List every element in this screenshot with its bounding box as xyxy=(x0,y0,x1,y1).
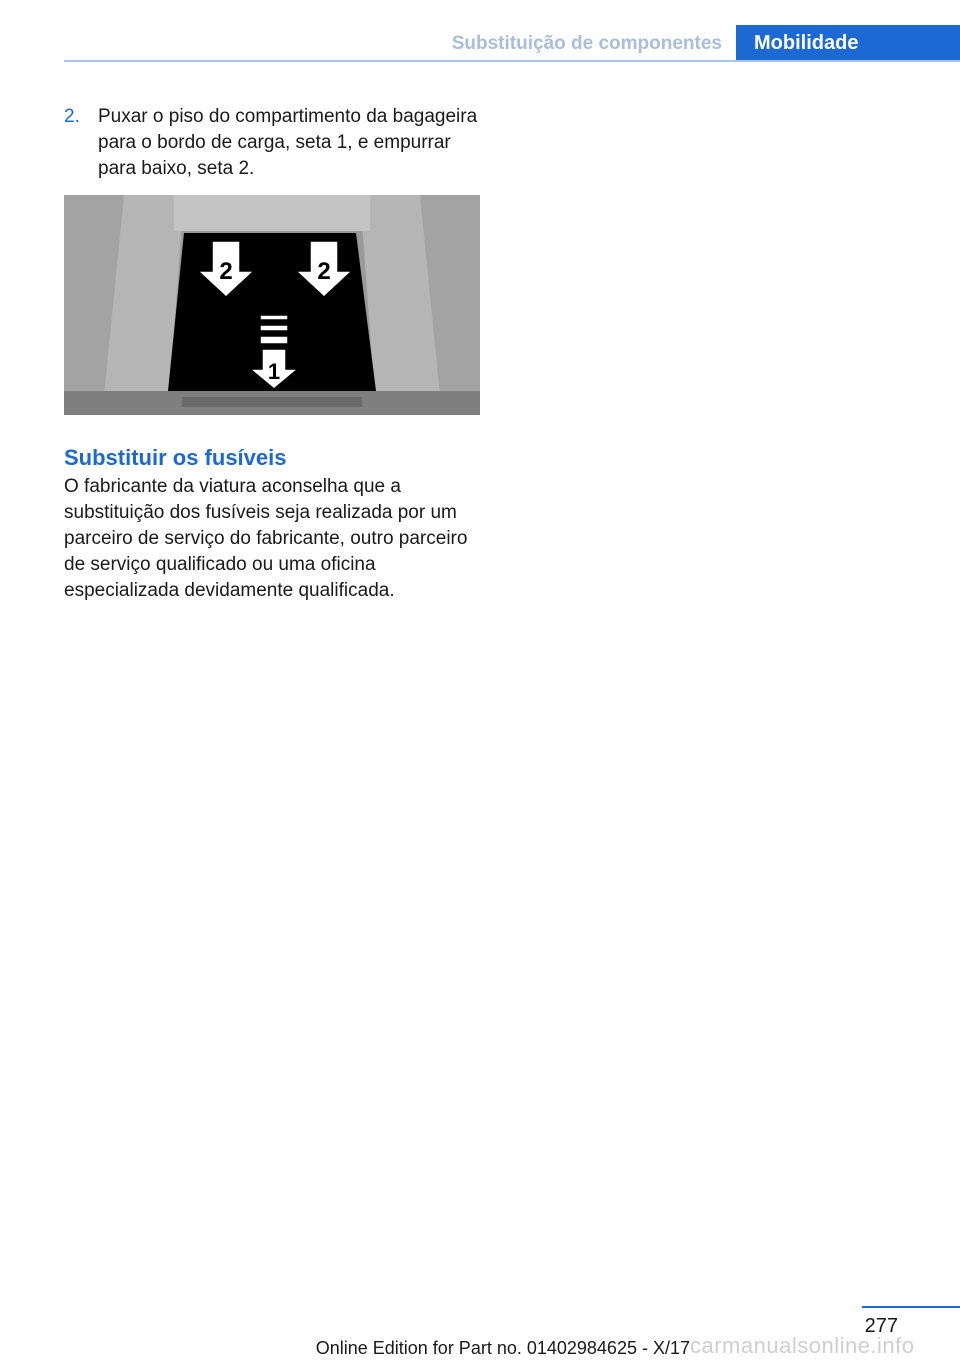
arrow-label-2-left: 2 xyxy=(219,258,233,285)
section-title: Substituir os fusíveis xyxy=(64,445,287,470)
edition-line: Online Edition for Part no. 01402984625 - X/17 xyxy=(315,1338,690,1358)
arrow-label-1: 1 xyxy=(267,359,281,384)
arrow-label-2-right: 2 xyxy=(317,258,331,285)
watermark: carmanualsonline.info xyxy=(690,1333,915,1358)
chapter-tab: Mobilidade xyxy=(736,25,960,62)
step-text: Puxar o piso do compartimento da bagageira para o bordo de carga, seta 1, e empurrar para baixo, seta 2. xyxy=(98,106,478,179)
luggage-floor-illustration xyxy=(64,195,480,415)
footer-rule xyxy=(862,1306,960,1308)
page-number: 277 xyxy=(864,1315,898,1337)
step-number: 2. xyxy=(64,106,80,127)
running-header-section: Substituição de componentes xyxy=(451,33,722,54)
section-body: O fabricante da viatura aconselha que a substituição dos fusíveis seja realizada por um parceiro de serviço do fabricante, outro parceiro de serviço qualificado ou uma oficina especializada devidamente qualificada. xyxy=(64,476,468,601)
header-rule xyxy=(64,60,960,62)
instruction-step xyxy=(64,104,480,182)
